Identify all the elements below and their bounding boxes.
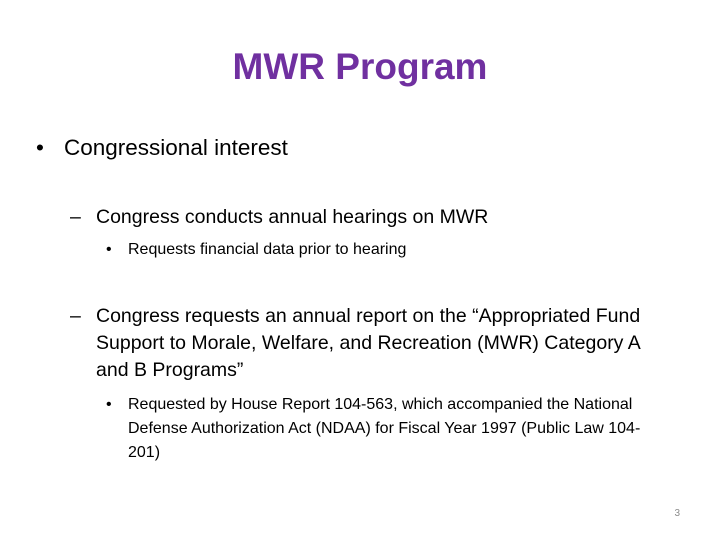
sub-sub-bullet-house-report <box>106 393 666 465</box>
sub-sub-bullet-text: Requests financial data prior to hearing <box>128 241 407 258</box>
slide-title: MWR Program <box>232 46 488 87</box>
bullet-marker: • <box>106 396 112 413</box>
sub-bullet-text: Congress conducts annual hearings on MWR <box>96 206 489 228</box>
bullet-marker: • <box>36 135 44 160</box>
sub-sub-bullet-text: Requested by House Report 104-563, which accompanied the National Defense Authorization Act (NDAA) for Fiscal Year 1997 (Public Law 104-201) <box>128 396 641 461</box>
bullet-text: Congressional interest <box>64 135 288 160</box>
sub-bullet-text: Congress requests an annual report on the “Appropriated Fund Support to Morale, Welfare, and Recreation (MWR) Category A and B Programs” <box>96 305 641 381</box>
page-number: 3 <box>674 508 680 519</box>
dash-marker: – <box>70 206 81 228</box>
sub-bullet-annual-hearings <box>70 204 670 231</box>
bullet-congressional-interest <box>36 133 686 163</box>
sub-bullet-annual-report <box>70 303 670 384</box>
dash-marker: – <box>70 305 81 327</box>
sub-sub-bullet-financial-data <box>106 238 666 262</box>
bullet-marker: • <box>106 241 112 258</box>
